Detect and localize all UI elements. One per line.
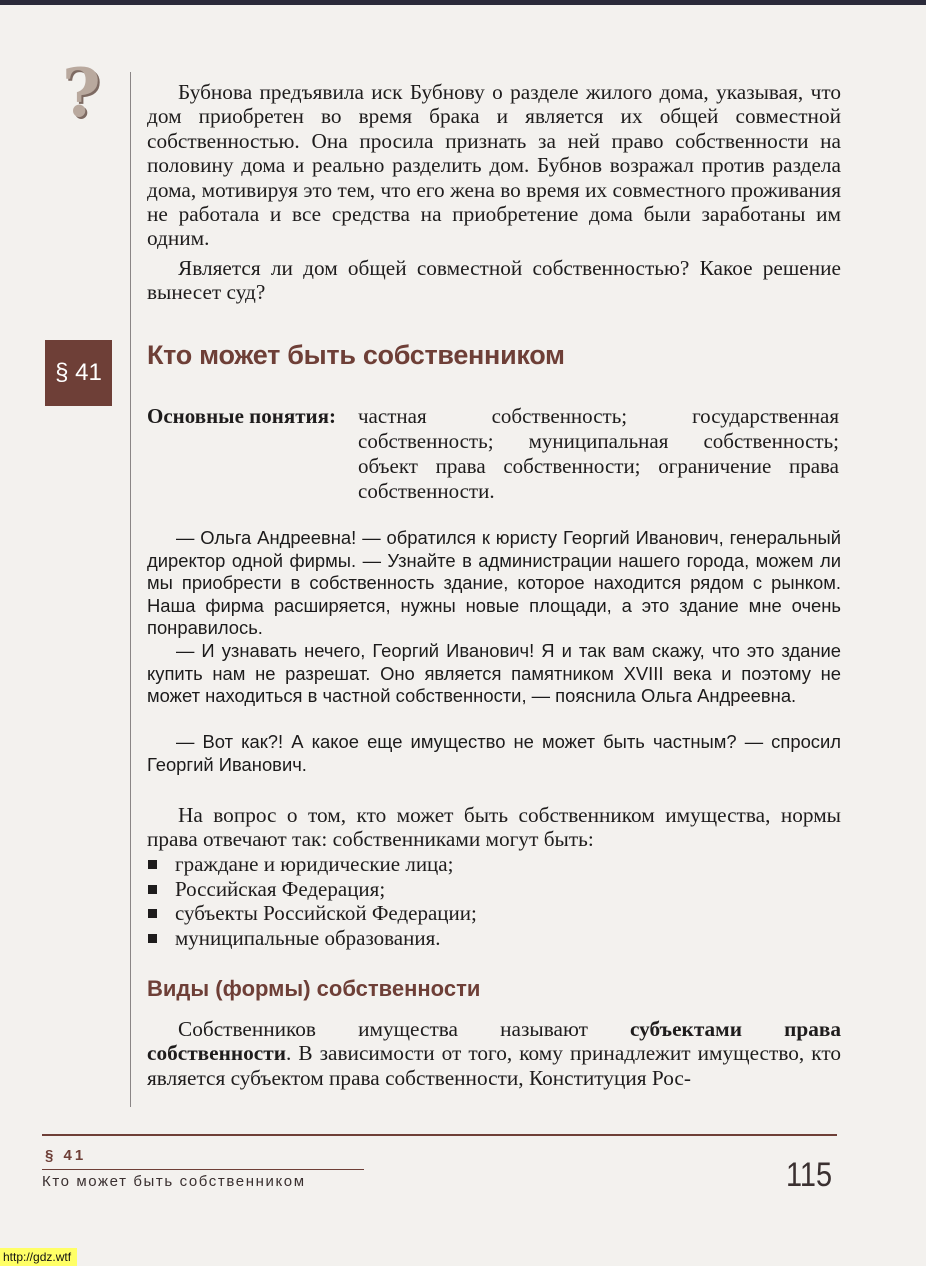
- task-paragraph: Бубнова предъявила иск Бубнову о разделе жилого дома, указывая, что дом приобретен во время брака и является их общей совместной собственностью. Она просила признать за ней право собственности на половину дома и реально разделить дом. Бубнов возражал против раздела дома, мотивируя это тем, что его жена во время их совместного проживания не работала и все средства на приобретение дома были заработаны им одним.: [147, 80, 841, 251]
- list-item: муниципальные образования.: [147, 926, 477, 951]
- list-item: субъекты Российской Федерации;: [147, 901, 477, 926]
- bullet-icon: [148, 860, 157, 869]
- key-concepts-text: частная собственность; государственная собственность; муниципальная собственность; объект права собственности; ограничение права собственности.: [358, 404, 839, 503]
- footer-divider: [42, 1134, 837, 1136]
- key-term: субъектами права собственности: [147, 1017, 842, 1066]
- owners-list: [147, 852, 477, 950]
- page-number: 115: [786, 1156, 833, 1194]
- list-item: Российская Федерация;: [147, 877, 477, 902]
- dialog-line: — И узнавать нечего, Георгий Иванович! Я и так вам скажу, что это здание купить нам не разрешат. Оно является памятником XVIII века и поэтому не может находиться в частной собственности, — пояснила Ольга Андреевна.: [147, 640, 841, 707]
- owners-intro: На вопрос о том, кто может быть собственником имущества, нормы права отвечают так: собственниками могут быть:: [147, 803, 841, 852]
- margin-rule: [130, 72, 131, 1107]
- forms-heading: Виды (формы) собственности: [147, 976, 481, 1001]
- footer-underline: [42, 1169, 364, 1170]
- watermark-link[interactable]: http://gdz.wtf: [0, 1248, 77, 1266]
- bullet-icon: [148, 885, 157, 894]
- dialog-line: — Ольга Андреевна! — обратился к юристу Георгий Иванович, генеральный директор одной фирмы. — Узнайте в администрации нашего города, можем ли мы приобрести в собственность здание, которое находится рядом с рынком. Наша фирма расширяется, нужны новые площади, а это здание мне очень понравилось.: [147, 527, 841, 639]
- key-concepts-label: Основные понятия:: [147, 404, 336, 428]
- list-item: граждане и юридические лица;: [147, 852, 477, 877]
- dialog-line: — Вот как?! А какое еще имущество не может быть частным? — спросил Георгий Иванович.: [147, 731, 841, 775]
- forms-paragraph: Собственников имущества называют субъектами права собственности. В зависимости от того, кому принадлежит имущество, кто является субъектом права собственности, Конституция Рос-: [147, 1017, 842, 1090]
- section-title: Кто может быть собственником: [147, 340, 565, 370]
- task-question: Является ли дом общей совместной собственностью? Какое решение вынесет суд?: [147, 256, 841, 305]
- bullet-icon: [148, 934, 157, 943]
- question-mark-icon: ?: [62, 54, 101, 132]
- bullet-icon: [148, 909, 157, 918]
- footer-section-title: Кто может быть собственником: [42, 1173, 306, 1190]
- section-badge: § 41: [45, 340, 112, 406]
- footer-section-label: § 41: [45, 1147, 87, 1164]
- top-border: [0, 0, 926, 5]
